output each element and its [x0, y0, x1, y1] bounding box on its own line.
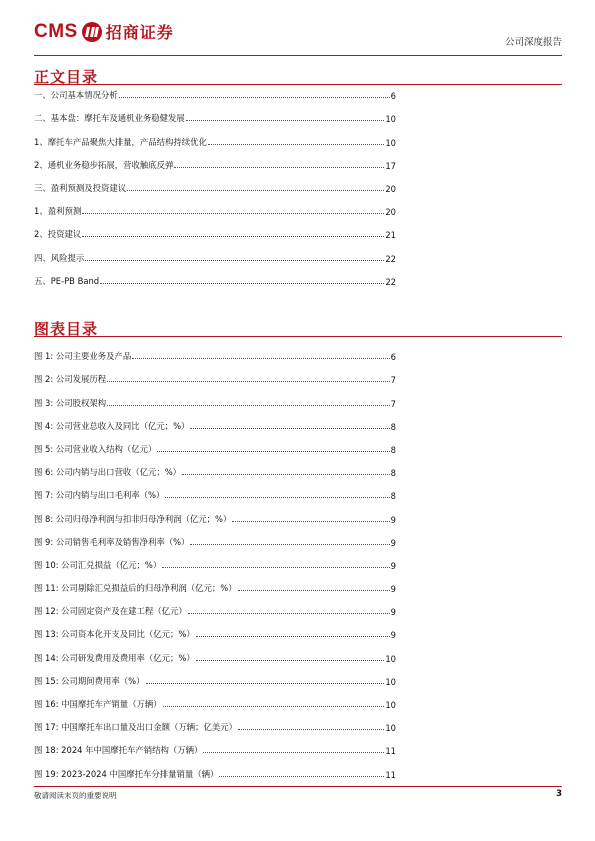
figure-entry-label: 图 9: 公司销售毛利率及销售净利率（%） [34, 536, 190, 547]
figure-entry-page: 8 [390, 421, 396, 432]
logo-company-name: 招商证券 [105, 23, 174, 42]
dot-leader [186, 120, 385, 121]
report-type-label: 公司深度报告 [504, 37, 562, 48]
contents-entry-label: 三、盈利预测及投资建议 [34, 182, 127, 193]
contents-entry-label: 四、风险提示 [34, 252, 85, 263]
figure-entry-label: 图 8: 公司归母净利润与扣非归母净利润（亿元；%） [34, 513, 232, 524]
figure-entry[interactable] [34, 478, 396, 501]
contents-entry-label: 1、摩托车产品聚焦大排量，产品结构持续优化 [34, 136, 207, 147]
dot-leader [163, 706, 385, 707]
company-logo [34, 20, 174, 43]
figure-entry[interactable] [34, 455, 396, 478]
figure-entry-page: 8 [390, 491, 396, 502]
dot-leader [219, 776, 384, 777]
figure-entry-label: 图 19: 2023-2024 中国摩托车分排量销量（辆） [34, 768, 219, 779]
figure-entry-page: 9 [390, 560, 396, 571]
figure-entry-page: 10 [385, 676, 396, 687]
figure-entry-page: 7 [390, 398, 396, 409]
figure-entry-page: 7 [390, 375, 396, 386]
contents-entry-page: 20 [385, 207, 396, 218]
figure-entry-label: 图 17: 中国摩托车出口量及出口金额（万辆；亿美元） [34, 722, 238, 733]
figure-entry[interactable] [34, 339, 396, 362]
figure-entry-label: 图 4: 公司营业总收入及同比（亿元；%） [34, 420, 190, 431]
figure-entry[interactable] [34, 548, 396, 571]
dot-leader [190, 544, 389, 545]
figure-entry[interactable] [34, 733, 396, 756]
figure-entry-page: 11 [385, 769, 396, 780]
figure-entry[interactable] [34, 385, 396, 408]
figure-entry-page: 11 [385, 746, 396, 757]
figure-entry[interactable] [34, 571, 396, 594]
figure-entry[interactable] [34, 409, 396, 432]
figure-entry-label: 图 7: 公司内销与出口毛利率（%） [34, 490, 165, 501]
figure-entry-page: 8 [390, 468, 396, 479]
figure-entry[interactable] [34, 664, 396, 687]
figure-entry[interactable] [34, 687, 396, 710]
figure-entry-page: 8 [390, 444, 396, 455]
dot-leader [85, 260, 384, 261]
figure-entry-page: 10 [385, 653, 396, 664]
figure-entry-page: 9 [390, 584, 396, 595]
dot-leader [127, 190, 384, 191]
figure-entry[interactable] [34, 501, 396, 524]
contents-entry-label: 一、公司基本情况分析 [34, 90, 118, 101]
figure-entry[interactable] [34, 710, 396, 733]
dot-leader [238, 729, 384, 730]
figure-entry-page: 6 [390, 352, 396, 363]
figure-entry-label: 图 18: 2024 年中国摩托车产销结构（万辆） [34, 745, 203, 756]
figure-entry-label: 图 14: 公司研发费用及费用率（亿元；%） [34, 652, 195, 663]
logo-badge-icon [82, 22, 102, 42]
figure-entry[interactable] [34, 756, 396, 779]
contents-entry-page: 22 [385, 253, 396, 264]
figure-entry-page: 10 [385, 700, 396, 710]
dot-leader [203, 752, 384, 753]
figure-entry-page: 10 [385, 723, 396, 734]
figures-list [34, 339, 396, 780]
dot-leader [165, 497, 389, 498]
contents-entry[interactable] [34, 171, 396, 194]
figure-entry-label: 图 13: 公司资本化开支及同比（亿元；%） [34, 629, 195, 640]
figure-entry[interactable] [34, 640, 396, 663]
footer-divider [34, 786, 562, 787]
figure-entry-label: 图 1: 公司主要业务及产品 [34, 351, 132, 362]
dot-leader [132, 358, 389, 359]
figure-entry[interactable] [34, 617, 396, 640]
contents-entry[interactable] [34, 101, 396, 124]
dot-leader [100, 283, 384, 284]
contents-title: 正文目录 [34, 68, 99, 86]
contents-entry-page: 6 [390, 91, 396, 102]
dot-leader [162, 567, 389, 568]
figure-entry-page: 9 [390, 537, 396, 548]
dot-leader [232, 521, 389, 522]
contents-entry-page: 21 [385, 230, 396, 241]
contents-entry-label: 1、盈利预测 [34, 206, 82, 217]
dot-leader [196, 636, 390, 637]
figures-title-divider [34, 336, 562, 337]
contents-entry[interactable] [34, 264, 396, 287]
figure-entry-label: 图 15: 公司期间费用率（%） [34, 675, 145, 686]
logo-cms-text: CMS [34, 20, 78, 42]
header-divider [34, 55, 562, 56]
figure-entry-label: 图 2: 公司发展历程 [34, 374, 107, 385]
report-header [34, 20, 562, 54]
figure-entry-label: 图 16: 中国摩托车产销量（万辆） [34, 699, 162, 709]
footer-disclaimer: 敬请阅读末页的重要说明 [34, 791, 117, 800]
dot-leader [182, 474, 390, 475]
dot-leader [190, 428, 389, 429]
contents-entry[interactable] [34, 194, 396, 217]
dot-leader [107, 405, 390, 406]
dot-leader [82, 213, 384, 214]
dot-leader [208, 144, 385, 145]
figure-entry-label: 图 6: 公司内销与出口营收（亿元；%） [34, 467, 182, 478]
contents-entry[interactable] [34, 148, 396, 171]
figure-entry-label: 图 12: 公司固定资产及在建工程（亿元） [34, 606, 187, 617]
figure-entry-label: 图 11: 公司剔除汇兑损益后的归母净利润（亿元；%） [34, 583, 237, 594]
figure-entry-page: 9 [390, 514, 396, 525]
dot-leader [107, 381, 390, 382]
dot-leader [119, 97, 390, 98]
contents-entry[interactable] [34, 240, 396, 263]
contents-entry-page: 10 [385, 114, 396, 125]
contents-entry-page: 20 [385, 183, 396, 194]
contents-entry-label: 五、PE-PB Band [34, 275, 100, 286]
dot-leader [174, 167, 384, 168]
figure-entry-label: 图 5: 公司营业收入结构（亿元） [34, 443, 157, 454]
page-number: 3 [556, 789, 562, 799]
figure-entry[interactable] [34, 432, 396, 455]
figures-title: 图表目录 [34, 320, 99, 338]
contents-entry[interactable] [34, 78, 396, 101]
contents-entry-label: 2、通机业务稳步拓展，营收触底反弹 [34, 159, 174, 170]
dot-leader [196, 660, 385, 661]
contents-entry-page: 10 [385, 137, 396, 148]
contents-entry[interactable] [34, 124, 396, 147]
figure-entry-page: 9 [390, 607, 396, 618]
dot-leader [157, 451, 389, 452]
figure-entry-label: 图 3: 公司股权架构 [34, 397, 107, 408]
contents-list [34, 78, 396, 287]
figure-entry[interactable] [34, 525, 396, 548]
dot-leader [238, 590, 390, 591]
contents-entry[interactable] [34, 217, 396, 240]
dot-leader [82, 236, 384, 237]
figure-entry-label: 图 10: 公司汇兑损益（亿元；%） [34, 559, 162, 570]
contents-entry-label: 二、基本盘：摩托车及通机业务稳健发展 [34, 113, 185, 124]
figure-entry[interactable] [34, 594, 396, 617]
figure-entry-page: 9 [390, 630, 396, 641]
contents-entry-label: 2、投资建议 [34, 229, 82, 240]
contents-entry-page: 22 [385, 276, 396, 287]
dot-leader [146, 683, 385, 684]
dot-leader [188, 613, 390, 614]
contents-entry-page: 17 [385, 160, 396, 171]
figure-entry[interactable] [34, 362, 396, 385]
